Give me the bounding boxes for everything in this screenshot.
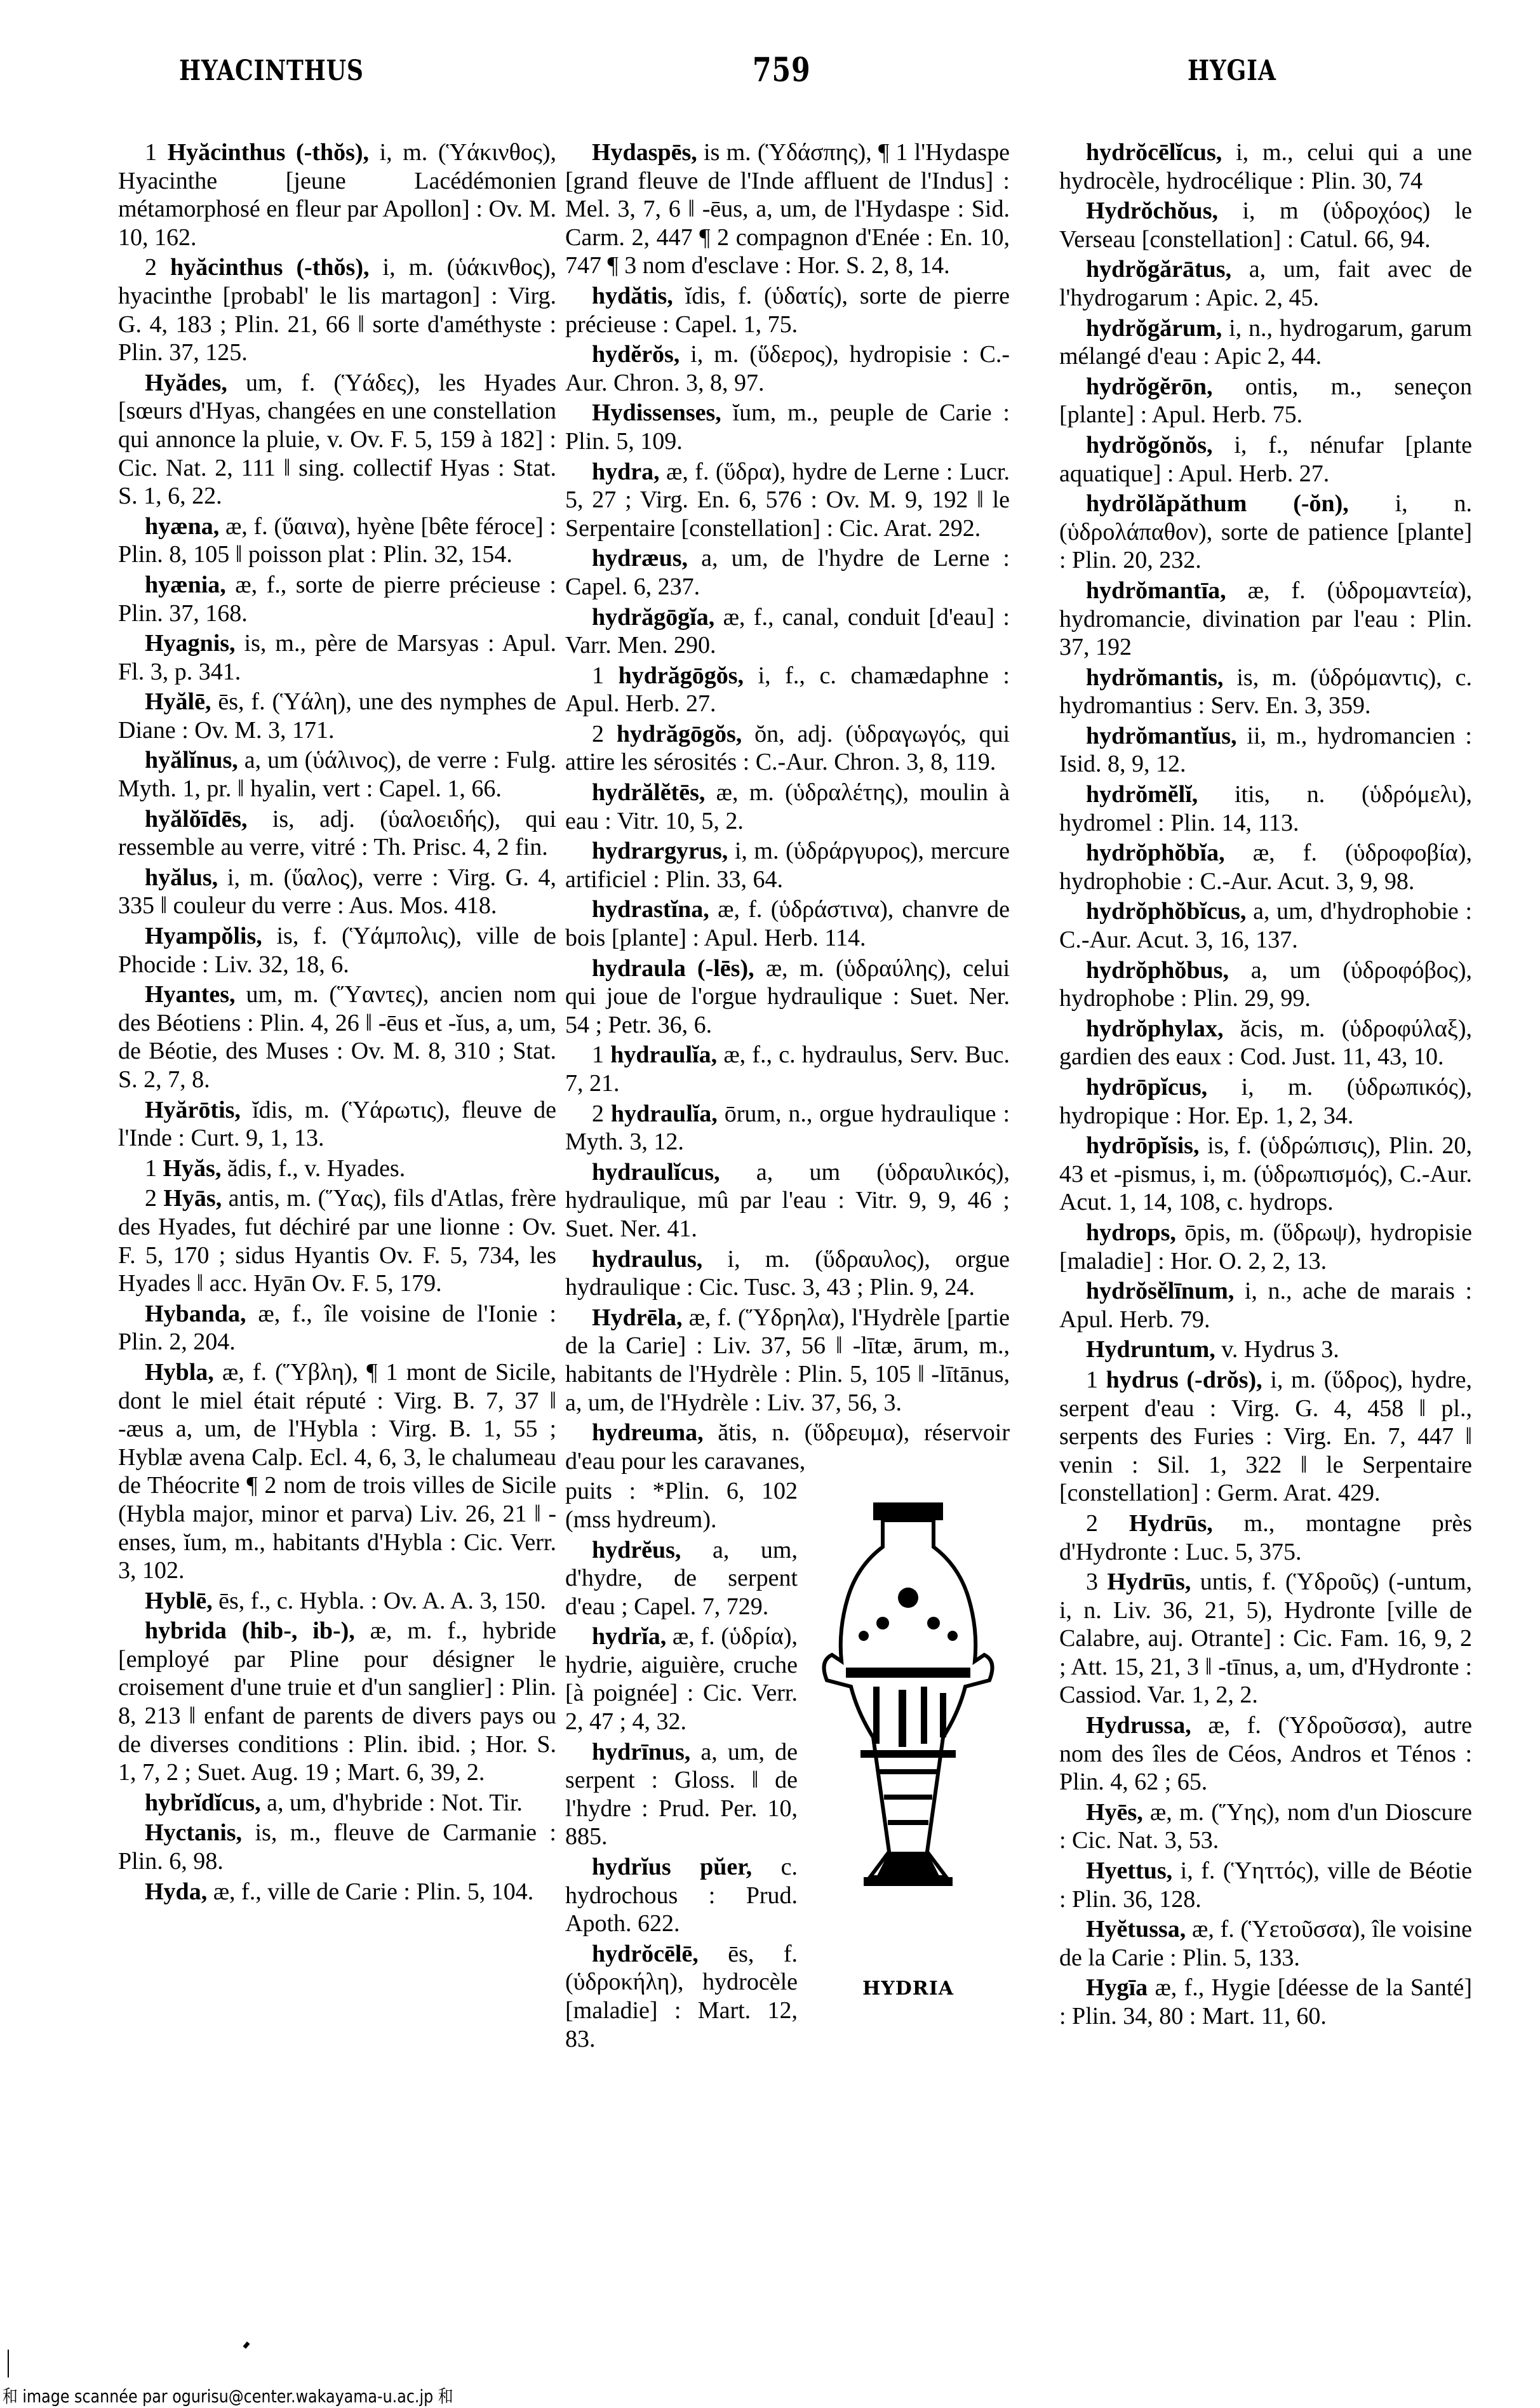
- definition: ēs, f. (Ὑάλη), une des nymphes de Diane : Ov. M. 3, 171.: [118, 688, 556, 744]
- definition: i, m (ὑδροχόος) le Verseau [constellation] : Catul. 66, 94.: [1059, 197, 1472, 253]
- definition: a, um, de serpent : Gloss. ‖ de l'hydre : Prud. Per. 10, 885.: [565, 1738, 798, 1850]
- scan-edge-mark: [8, 2350, 9, 2378]
- headword: hyăcinthus (-thŏs),: [170, 254, 370, 281]
- headword: hydrops,: [1086, 1219, 1176, 1246]
- headword: hydrŏcēlĭcus,: [1086, 139, 1222, 166]
- homonym-number: 2: [145, 1185, 157, 1212]
- headword: Hydaspēs,: [592, 139, 697, 166]
- definition: æ, f., canal, conduit [d'eau] : Varr. Men. 290.: [565, 603, 1010, 659]
- definition: i, n., ache de marais : Apul. Herb. 79.: [1059, 1278, 1472, 1333]
- headword: Hydrūs,: [1107, 1569, 1191, 1596]
- headword: hydraulĭa,: [610, 1100, 718, 1127]
- dictionary-entry: [565, 954, 1010, 1040]
- dictionary-entry: [1059, 255, 1472, 312]
- definition: is m. (Ὑδάσπης), ¶ 1 l'Hydaspe [grand fleuve de l'Inde affluent de l'Indus] : Mel. 3, 7, 6 ‖ -ēus, a, um, de l'Hydaspe : Sid. Carm. 2, 447 ¶ 2 compagnon d'Enée : En. 10, 747 ¶ 3 nom d'esclave : Hor. S. 2, 8, 14.: [565, 139, 1010, 279]
- definition: ătis, n. (ὕδρευμα), réservoir d'eau pour les caravanes,: [565, 1419, 1010, 1475]
- dictionary-entry: [1059, 1277, 1472, 1334]
- headword: hybrĭdĭcus,: [145, 1789, 261, 1816]
- definition: a, um, d'hydrophobie : C.-Aur. Acut. 3, 16, 137.: [1059, 898, 1472, 954]
- homonym-number: 1: [592, 662, 604, 689]
- dictionary-entry: [565, 340, 1010, 397]
- headword: hydrīnus,: [592, 1738, 691, 1765]
- definition: ēs, f. (ὑδροκήλη), hydrocèle [maladie] : Mart. 12, 83.: [565, 1940, 798, 2052]
- definition: a, um (ὑδραυλικός), hydraulique, mû par l'eau : Vitr. 9, 9, 46 ; Suet. Ner. 41.: [565, 1158, 1010, 1242]
- headword: Hyĕtussa,: [1086, 1916, 1186, 1943]
- definition: æ, f., Hygie [déesse de la Santé] : Plin. 34, 80 : Mart. 11, 60.: [1059, 1974, 1472, 2030]
- dictionary-entry: [565, 837, 1010, 893]
- definition: is, m. (ὑδρόμαντις), c. hydromantius : Serv. En. 3, 359.: [1059, 664, 1472, 719]
- definition: is, adj. (ὑαλοειδής), qui ressemble au verre, vitré : Th. Prisc. 4, 2 fin.: [118, 805, 556, 861]
- dictionary-entry: [565, 662, 1010, 718]
- dictionary-entry: [118, 980, 556, 1094]
- headword: Hybanda,: [145, 1300, 246, 1327]
- definition: is, f. (ὑδρώπισις), Plin. 20, 43 et -pismus, i, m. (ὑδρωπισμός), C.-Aur. Acut. 1, 14, 108, c. hydrops.: [1059, 1132, 1472, 1216]
- headword: hyæna,: [145, 512, 220, 540]
- headword: Hyagnis,: [145, 630, 236, 657]
- definition: i, f. (Ὑηττός), ville de Béotie : Plin. 36, 128.: [1059, 1857, 1472, 1913]
- headword: hydrŏphylax,: [1086, 1015, 1224, 1042]
- definition: æ, f. (ὑδροφοβία), hydrophobie : C.-Aur. Acut. 3, 9, 98.: [1059, 839, 1472, 895]
- headword: hydĕrŏs,: [592, 341, 680, 368]
- dictionary-entry: [1059, 722, 1472, 779]
- dictionary-entry: [1059, 314, 1472, 371]
- dictionary-entry: [1059, 1132, 1472, 1217]
- definition: æ, f. (ὑδρομαντεία), hydromancie, divination par l'eau : Plin. 37, 192: [1059, 577, 1472, 661]
- definition: æ, f. (Ὕδρηλα), l'Hydrèle [partie de la Carie] : Liv. 37, 56 ‖ -lītæ, ārum, m., habitants de l'Hydrèle : Plin. 5, 105 ‖ -lītānus, a, um, de l'Hydrèle : Liv. 37, 56, 3.: [565, 1304, 1010, 1416]
- definition: ontis, m., seneçon [plante] : Apul. Herb. 75.: [1059, 373, 1472, 429]
- headword: hydrōpĭsis,: [1086, 1132, 1200, 1160]
- running-head-right: HYGIA: [1188, 55, 1276, 87]
- dictionary-entry: [1059, 1219, 1472, 1275]
- headword: Hydrŏchŏus,: [1086, 197, 1218, 225]
- headword: Hyăcinthus (-thŏs),: [167, 139, 370, 166]
- headword: hydraulĭcus,: [592, 1158, 720, 1186]
- headword: hydătis,: [592, 282, 673, 309]
- definition: æ, f. (ὕδρα), hydre de Lerne : Lucr. 5, 27 ; Virg. En. 6, 576 : Ov. M. 9, 192 ‖ le Serpentaire [constellation] : Cic. Arat. 292.: [565, 458, 1010, 542]
- definition: ōrum, n., orgue hydraulique : Myth. 3, 12.: [565, 1100, 1010, 1156]
- dictionary-entry: [1059, 431, 1472, 488]
- hydria-figure: [807, 1482, 1010, 2003]
- dictionary-entry: [1059, 1015, 1472, 1071]
- dictionary-entry: [1059, 1509, 1472, 1566]
- definition: i, m. (ὑάκινθος), hyacinthe [probabl' le lis martagon] : Virg. G. 4, 183 ; Plin. 21, 66 ‖ sorte d'améthyste : Plin. 37, 125.: [118, 254, 557, 366]
- definition: ĭum, m., peuple de Carie : Plin. 5, 109.: [565, 399, 1010, 455]
- headword: hyălŏīdēs,: [145, 805, 248, 833]
- definition: æ, f., île voisine de l'Ionie : Plin. 2, 204.: [118, 1300, 556, 1356]
- headword: Hyăs,: [163, 1154, 222, 1182]
- definition: itis, n. (ὑδρόμελι), hydromel : Plin. 14, 113.: [1059, 781, 1472, 836]
- homonym-number: 1: [1086, 1366, 1098, 1393]
- homonym-number: 2: [592, 1100, 604, 1127]
- definition: ēs, f., c. Hybla. : Ov. A. A. 3, 150.: [212, 1587, 546, 1614]
- headword: hydrăgōgŏs,: [616, 720, 742, 747]
- headword: hydra,: [592, 458, 660, 485]
- headword: hydrŏgărātus,: [1086, 256, 1232, 283]
- definition: a, um, de l'hydre de Lerne : Capel. 6, 237.: [565, 545, 1010, 600]
- dictionary-entry: [1059, 1857, 1472, 1913]
- dictionary-entry: [118, 1789, 556, 1817]
- definition: i, n., hydrogarum, garum mélangé d'eau : Apic 2, 44.: [1059, 314, 1472, 370]
- dictionary-entry: [118, 805, 556, 862]
- headword: hydrĕus,: [592, 1536, 681, 1563]
- column-3: [1059, 138, 1472, 2033]
- figure-caption: HYDRIA: [862, 1977, 954, 2000]
- headword: Hyblē,: [145, 1587, 213, 1614]
- dictionary-entry: [1059, 780, 1472, 837]
- headword: hyænia,: [145, 571, 226, 598]
- dictionary-entry: [565, 1158, 1010, 1243]
- headword: hydrŏsĕlīnum,: [1086, 1278, 1235, 1305]
- homonym-number: 2: [592, 720, 604, 747]
- headword: hydrŏphŏbus,: [1086, 956, 1229, 984]
- dictionary-entry: [1059, 1568, 1472, 1709]
- dictionary-entry: [118, 688, 556, 744]
- dictionary-entry: [1059, 197, 1472, 253]
- definition: æ, f. (Ὕβλη), ¶ 1 mont de Sicile, dont le miel était réputé : Virg. B. 7, 37 ‖ -æus a, um, de l'Hybla : Virg. B. 1, 55 ; Hyblæ avena Calp. Ecl. 4, 6, 3, le chalumeau de Théocrite ¶ 2 nom de trois villes de Sicile (Hybla major, minor et parva) Liv. 26, 21 ‖ -enses, ĭum, m., habitants d'Hybla : Cic. Verr. 3, 102.: [118, 1358, 556, 1584]
- running-head-left: HYACINTHUS: [179, 55, 364, 87]
- definition: æ, m. (ὑδραλέτης), moulin à eau : Vitr. 10, 5, 2.: [565, 779, 1010, 834]
- definition: ăcis, m. (ὑδροφύλαξ), gardien des eaux : Cod. Just. 11, 43, 10.: [1059, 1015, 1472, 1071]
- dictionary-entry: [1059, 373, 1472, 429]
- dictionary-entry: [565, 544, 1010, 601]
- dictionary-entry: [118, 746, 556, 803]
- definition: i, m. (ὕαλος), verre : Virg. G. 4, 335 ‖ couleur du verre : Aus. Mos. 418.: [118, 864, 556, 920]
- headword: hybrida (hib-, ib-),: [145, 1617, 355, 1645]
- dictionary-entry: [118, 253, 556, 366]
- headword: hydrŏmĕlĭ,: [1086, 781, 1198, 808]
- dictionary-entry: [118, 138, 556, 251]
- headword: hydrŏlăpăthum (-ŏn),: [1086, 490, 1349, 518]
- headword: hydrĭa,: [592, 1623, 667, 1650]
- definition: antis, m. (Ὕας), fils d'Atlas, frère des Hyades, fut déchiré par une lionne : Ov. F. 5, 170 ; sidus Hyantis Ov. F. 5, 734, les Hyades ‖ acc. Hyān Ov. F. 5, 179.: [118, 1185, 557, 1297]
- dictionary-entry: [565, 1245, 1010, 1302]
- headword: Hyēs,: [1086, 1798, 1143, 1826]
- definition: æ, f., c. hydraulus, Serv. Buc. 7, 21.: [565, 1041, 1010, 1097]
- dictionary-entry: [1059, 490, 1472, 575]
- dictionary-entry: [565, 138, 1010, 280]
- definition: i, m. (ὕδρος), hydre, serpent d'eau : Virg. G. 4, 458 ‖ pl., serpents des Furies : Virg. En. 7, 447 ‖ venin : Sil. 1, 322 ‖ le Serpentaire [constellation] : Germ. Arat. 429.: [1059, 1366, 1472, 1507]
- definition: æ, m. (Ὕης), nom d'un Dioscure : Cic. Nat. 3, 53.: [1059, 1798, 1472, 1854]
- dictionary-entry: [118, 1878, 556, 1906]
- definition: a, um, d'hybride : Not. Tir.: [260, 1789, 523, 1816]
- dictionary-entry: [1059, 1915, 1472, 1972]
- definition: æ, f., sorte de pierre précieuse : Plin. 37, 168.: [118, 571, 556, 627]
- dictionary-entry: [565, 1304, 1010, 1417]
- definition: æ, m. f., hybride [employé par Pline pour désigner le croisement d'une truie et d'un sanglier] : Plin. 8, 213 ‖ enfant de parents de divers pays ou de diverses conditions : Plin. ibid. ; Hor. S. 1, 7, 2 ; Suet. Aug. 19 ; Mart. 6, 39, 2.: [118, 1617, 556, 1786]
- definition: i, m. (ὑδρωπικός), hydropique : Hor. Ep. 1, 2, 34.: [1059, 1074, 1472, 1129]
- dictionary-entry: [118, 1819, 556, 1875]
- dictionary-entry: [118, 571, 556, 627]
- definition: a, um (ὑάλινος), de verre : Fulg. Myth. 1, pr. ‖ hyalin, vert : Capel. 1, 66.: [118, 747, 556, 803]
- dictionary-entry: [1059, 664, 1472, 720]
- headword: hydrŏphŏbĭcus,: [1086, 898, 1247, 925]
- dictionary-entry: [118, 369, 556, 511]
- dictionary-entry: [1059, 1335, 1472, 1364]
- dictionary-entry: [565, 603, 1010, 660]
- dictionary-entry: [1059, 577, 1472, 662]
- definition: ŏn, adj. (ὑδραγωγός, qui attire les sérosités : C.-Aur. Chron. 3, 8, 119.: [565, 720, 1010, 776]
- dictionary-entry: [1059, 138, 1472, 195]
- headword: hydrŏgĕrōn,: [1086, 373, 1213, 400]
- headword: hydraulus,: [592, 1245, 703, 1273]
- definition: v. Hydrus 3.: [1215, 1336, 1339, 1363]
- headword: Hyctanis,: [145, 1819, 243, 1847]
- definition: æ, m. (ὑδραύλης), celui qui joue de l'orgue hydraulique : Suet. Ner. 54 ; Petr. 36, 6.: [565, 954, 1010, 1038]
- definition: a, um, fait avec de l'hydrogarum : Apic. 2, 45.: [1059, 256, 1472, 311]
- definition: um, f. (Ὑάδες), les Hyades [sœurs d'Hyas, changées en une constellation qui annonce la pluie, v. Ov. F. 5, 159 à 182] : Cic. Nat. 2, 111 ‖ sing. collectif Hyas : Stat. S. 1, 6, 22.: [118, 369, 556, 510]
- headword: hydreuma,: [592, 1419, 704, 1447]
- headword: hydrus (-drŏs),: [1106, 1366, 1262, 1393]
- homonym-number: 2: [145, 254, 157, 281]
- dictionary-entry: [118, 1184, 556, 1297]
- scan-artifact: [243, 2341, 250, 2349]
- headword: Hyărōtis,: [145, 1096, 241, 1123]
- headword: Hydissenses,: [592, 399, 721, 427]
- headword: hydrăgōgŏs,: [618, 662, 744, 689]
- definition: i, m., celui qui a une hydrocèle, hydrocélique : Plin. 30, 74: [1059, 139, 1472, 194]
- definition: a, um (ὑδροφόβος), hydrophobe : Plin. 29, 99.: [1059, 956, 1472, 1012]
- headword: hydrŏgărum,: [1086, 314, 1222, 342]
- dictionary-entry: [118, 922, 556, 979]
- definition: æ, f., ville de Carie : Plin. 5, 104.: [207, 1878, 534, 1905]
- headword: hydraula (-lēs),: [592, 954, 754, 982]
- page-number: 759: [753, 51, 811, 90]
- definition: æ, f. (ὑδράστινα), chanvre de bois [plante] : Apul. Herb. 114.: [565, 896, 1010, 952]
- definition: i, m. (ὕδραυλος), orgue hydraulique : Cic. Tusc. 3, 43 ; Plin. 9, 24.: [565, 1245, 1010, 1301]
- definition: c. hydrochous : Prud. Apoth. 622.: [565, 1854, 798, 1937]
- headword: hydrĭus pŭer,: [592, 1854, 753, 1881]
- definition: is, f. (Ὑάμπολις), ville de Phocide : Liv. 32, 18, 6.: [118, 923, 556, 978]
- definition: ĭdis, f. (ὑδατίς), sorte de pierre précieuse : Capel. 1, 75.: [565, 282, 1010, 338]
- definition: æ, f. (ὑδρία), hydrie, aiguière, cruche [à poignée] : Cic. Verr. 2, 47 ; 4, 32.: [565, 1623, 798, 1736]
- homonym-number: 1: [145, 139, 157, 166]
- dictionary-entry: [565, 399, 1010, 455]
- headword: hydrŏmantĭus,: [1086, 722, 1237, 749]
- headword: Hyās,: [163, 1185, 222, 1212]
- definition: ōpis, m. (ὕδρωψ), hydropisie [maladie] : Hor. O. 2, 2, 13.: [1059, 1219, 1472, 1274]
- definition: i, m. (ὕδερος), hydropisie : C.-Aur. Chron. 3, 8, 97.: [565, 341, 1010, 396]
- definition: is, m., fleuve de Carmanie : Plin. 6, 98.: [118, 1819, 556, 1875]
- headword: Hyampŏlis,: [145, 923, 262, 950]
- definition: untis, f. (Ὑδροῦς) (-untum, i, n. Liv. 36, 21, 5), Hydronte [ville de Calabre, auj. Otrante] : Cic. Fam. 16, 9, 2 ; Att. 15, 21, 3 ‖ -tīnus, a, um, d'Hydronte : Cassiod. Var. 1, 2, 2.: [1059, 1569, 1472, 1709]
- definition: i, n. (ὑδρολάπαθον), sorte de patience [plante] : Plin. 20, 232.: [1059, 490, 1472, 574]
- dictionary-entry: [118, 1300, 556, 1356]
- dictionary-entry: [118, 629, 556, 686]
- dictionary-entry: [1059, 839, 1472, 895]
- definition: æ, f. (Ὑδροῦσσα), autre nom des îles de Céos, Andros et Ténos : Plin. 4, 62 ; 65.: [1059, 1712, 1472, 1796]
- definition: i, f., c. chamædaphne : Apul. Herb. 27.: [565, 662, 1010, 718]
- dictionary-entry: [565, 1419, 1010, 1475]
- headword: hydrastĭna,: [592, 896, 709, 923]
- definition: i, m. (ὑδράργυρος), mercure artificiel : Plin. 33, 64.: [565, 838, 1010, 893]
- dictionary-entry: [1059, 897, 1472, 954]
- definition: um, m. (Ὕαντες), ancien nom des Béotiens : Plin. 4, 26 ‖ -ēus et -ĭus, a, um, de Béotie, des Muses : Ov. M. 8, 310 ; Stat. S. 2, 7, 8.: [118, 981, 556, 1093]
- headword: Hybla,: [145, 1358, 214, 1386]
- dictionary-entry: [1059, 1073, 1472, 1130]
- dictionary-entry: [565, 895, 1010, 952]
- headword: hydrăgōgĭa,: [592, 603, 715, 631]
- definition: m., montagne près d'Hydronte : Luc. 5, 375.: [1059, 1509, 1472, 1565]
- scan-credit: 和 image scannée par ogurisu@center.wakayama-u.ac.jp 和: [3, 2386, 453, 2407]
- definition: i, f., nénufar [plante aquatique] : Apul. Herb. 27.: [1059, 431, 1472, 487]
- dictionary-entry: [118, 1358, 556, 1585]
- dictionary-entry: [565, 779, 1010, 835]
- headword: hydrargyrus,: [592, 838, 728, 865]
- column-2: [565, 138, 1010, 2055]
- dictionary-entry: [1059, 1974, 1472, 2030]
- headword: hyălĭnus,: [145, 747, 238, 774]
- headword: hydrŏcēlē,: [592, 1940, 699, 1967]
- dictionary-entry: [565, 458, 1010, 543]
- homonym-number: 3: [1086, 1569, 1098, 1596]
- dictionary-entry: [1059, 1711, 1472, 1796]
- headword: Hydrūs,: [1128, 1509, 1213, 1537]
- definition: ĭdis, m. (Ὑάρωτις), fleuve de l'Inde : Curt. 9, 1, 13.: [118, 1096, 556, 1152]
- headword: Hygīa: [1086, 1974, 1148, 2002]
- dictionary-entry: [118, 512, 556, 569]
- headword: hydrŏmantīa,: [1086, 577, 1226, 604]
- hydria-vase-icon: [813, 1496, 1003, 1966]
- definition: æ, f. (ὕαινα), hyène [bête féroce] : Plin. 8, 105 ‖ poisson plat : Plin. 32, 154.: [118, 512, 556, 568]
- headword: hyălus,: [145, 864, 218, 891]
- definition: is, m., père de Marsyas : Apul. Fl. 3, p. 341.: [118, 630, 556, 685]
- homonym-number: 1: [592, 1041, 604, 1069]
- headword: hydrŏmantis,: [1086, 664, 1224, 691]
- definition: æ, f. (Ὑετοῦσσα), île voisine de la Carie : Plin. 5, 133.: [1059, 1916, 1472, 1971]
- headword: hydrŏphŏbĭa,: [1086, 839, 1225, 867]
- headword: Hyălē,: [145, 688, 211, 716]
- headword: hydrŏgŏnŏs,: [1086, 431, 1213, 458]
- definition: i, m. (Ὑάκινθος), Hyacinthe [jeune Lacédémonien métamorphosé en fleur par Apollon] : Ov. M. 10, 162.: [118, 139, 557, 251]
- dictionary-entry: [1059, 956, 1472, 1013]
- dictionary-entry: [1059, 1366, 1472, 1508]
- headword: hydræus,: [592, 545, 688, 572]
- dictionary-entry: [565, 720, 1010, 777]
- definition: ădis, f., v. Hyades.: [221, 1154, 406, 1182]
- headword: hydraulĭa,: [610, 1041, 718, 1069]
- dictionary-entry: [118, 1587, 556, 1615]
- headword: Hyettus,: [1086, 1857, 1173, 1885]
- headword: Hyantes,: [145, 981, 236, 1008]
- dictionary-entry: [565, 282, 1010, 338]
- headword: Hyădes,: [145, 369, 227, 396]
- dictionary-entry: [118, 1154, 556, 1183]
- headword: Hydrēla,: [592, 1304, 683, 1331]
- definition: puits : *Plin. 6, 102 (mss hydreum).: [565, 1478, 798, 1533]
- headword: Hyda,: [145, 1878, 208, 1905]
- homonym-number: 2: [1086, 1509, 1098, 1537]
- headword: hydrōpĭcus,: [1086, 1074, 1208, 1100]
- headword: Hydruntum,: [1086, 1336, 1215, 1363]
- dictionary-entry: [565, 1100, 1010, 1156]
- headword: hydrălĕtēs,: [592, 779, 706, 806]
- dictionary-entry: [118, 1617, 556, 1787]
- dictionary-entry: [118, 1096, 556, 1153]
- definition: ii, m., hydromancien : Isid. 8, 9, 12.: [1059, 722, 1472, 778]
- dictionary-entry: [1059, 1798, 1472, 1855]
- homonym-number: 1: [145, 1154, 157, 1182]
- column-1: [118, 138, 556, 1908]
- dictionary-entry: [118, 864, 556, 920]
- definition: a, um, d'hydre, de serpent d'eau ; Capel. 7, 729.: [565, 1536, 798, 1620]
- dictionary-entry: [565, 1041, 1010, 1097]
- headword: Hydrussa,: [1086, 1712, 1191, 1739]
